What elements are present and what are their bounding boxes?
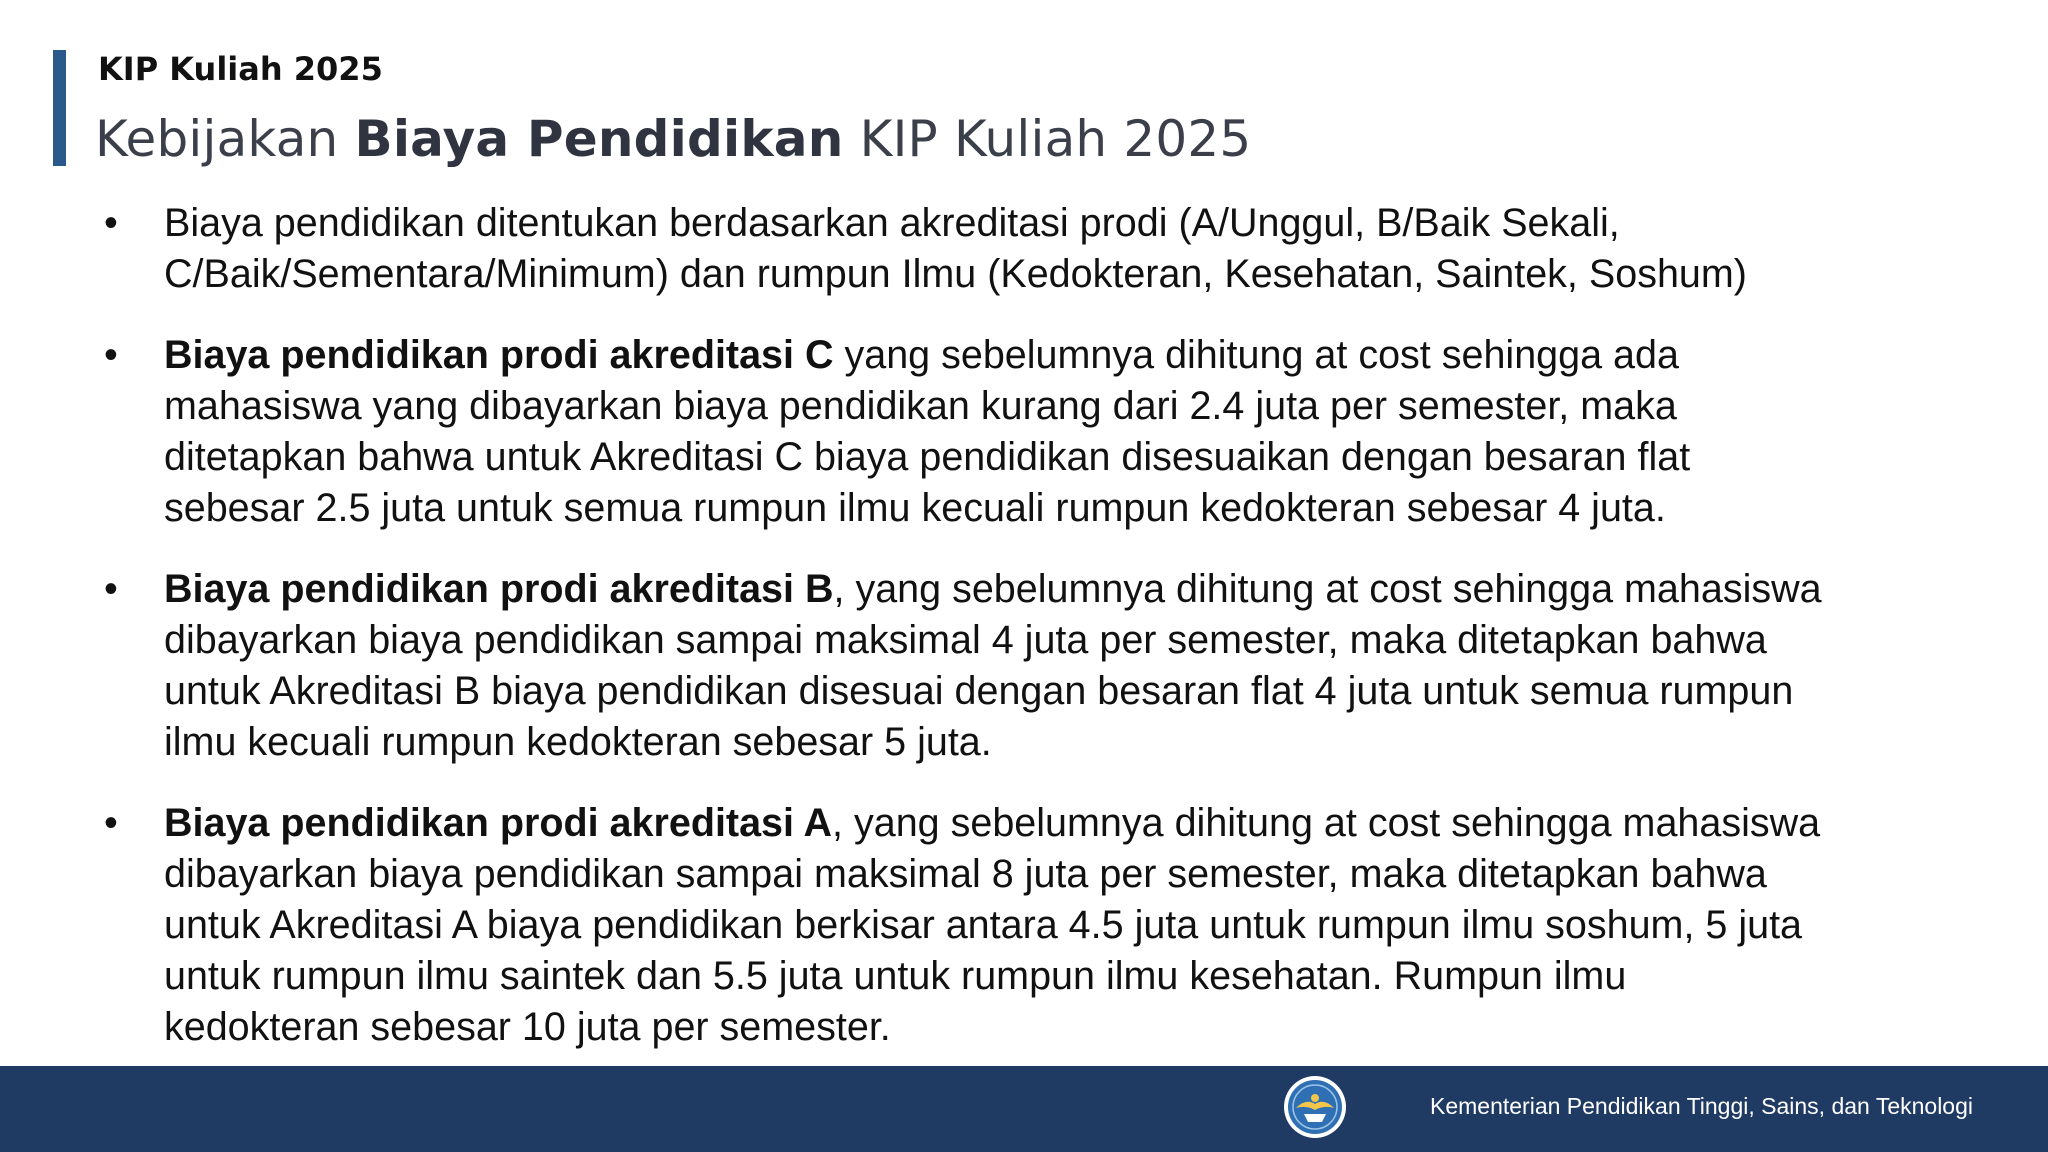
bullet-text: , yang sebelumnya dihitung at cost sehingga mahasiswa [833, 567, 1822, 611]
bullet-dot: • [104, 333, 118, 377]
bullet-item [0, 564, 1964, 768]
footer-ministry-name: Kementerian Pendidikan Tinggi, Sains, dan Teknologi [1430, 1093, 1973, 1119]
bullet-item [0, 330, 1964, 534]
bullet-dot: • [104, 567, 118, 611]
bullet-text: dibayarkan biaya pendidikan sampai maksimal 4 juta per semester, maka ditetapkan bahwa [164, 618, 1767, 662]
bullet-text: mahasiswa yang dibayarkan biaya pendidikan kurang dari 2.4 juta per semester, maka [164, 384, 1677, 428]
bullet-line [164, 951, 1964, 1002]
bullet-line [164, 564, 1964, 615]
bullet-text: kedokteran sebesar 10 juta per semester. [164, 1005, 891, 1049]
bullet-text: untuk rumpun ilmu saintek dan 5.5 juta untuk rumpun ilmu kesehatan. Rumpun ilmu [164, 954, 1627, 998]
bullet-text: yang sebelumnya dihitung at cost sehingga ada [833, 333, 1679, 377]
title-post: KIP Kuliah 2025 [843, 110, 1252, 168]
bullet-line [164, 330, 1964, 381]
slide-kicker: KIP Kuliah 2025 [98, 50, 383, 88]
bullet-item [0, 798, 1964, 1053]
title-accent-bar [53, 50, 66, 166]
bullet-bold-lead: Biaya pendidikan prodi akreditasi C [164, 333, 834, 377]
bullet-list [0, 198, 2048, 1083]
bullet-line [164, 798, 1964, 849]
bullet-line [164, 615, 1964, 666]
bullet-text: sebesar 2.5 juta untuk semua rumpun ilmu kecuali rumpun kedokteran sebesar 4 juta. [164, 486, 1666, 530]
bullet-line [164, 381, 1964, 432]
bullet-item [0, 198, 1964, 300]
bullet-line [164, 1002, 1964, 1053]
bullet-line [164, 666, 1964, 717]
bullet-text: ilmu kecuali rumpun kedokteran sebesar 5 juta. [164, 720, 992, 764]
bullet-line [164, 483, 1964, 534]
bullet-line [164, 198, 1964, 249]
bullet-line [164, 900, 1964, 951]
bullet-dot: • [104, 801, 118, 845]
bullet-bold-lead: Biaya pendidikan prodi akreditasi A [164, 801, 833, 845]
tut-wuri-handayani-emblem-icon [1282, 1074, 1348, 1140]
bullet-text: untuk Akreditasi A biaya pendidikan berkisar antara 4.5 juta untuk rumpun ilmu soshum, 5 juta [164, 903, 1803, 947]
bullet-text: Biaya pendidikan ditentukan berdasarkan akreditasi prodi (A/Unggul, B/Baik Sekali, [164, 201, 1620, 245]
bullet-text: C/Baik/Sementara/Minimum) dan rumpun Ilmu (Kedokteran, Kesehatan, Saintek, Soshum) [164, 252, 1747, 296]
bullet-text: untuk Akreditasi B biaya pendidikan disesuai dengan besaran flat 4 juta untuk semua rumpun [164, 669, 1794, 713]
bullet-text: ditetapkan bahwa untuk Akreditasi C biaya pendidikan disesuaikan dengan besaran flat [164, 435, 1691, 479]
slide-title [95, 110, 1251, 168]
bullet-line [164, 432, 1964, 483]
title-pre: Kebijakan [95, 110, 355, 168]
bullet-dot: • [104, 201, 118, 245]
title-bold: Biaya Pendidikan [354, 110, 844, 168]
bullet-line [164, 717, 1964, 768]
bullet-text: , yang sebelumnya dihitung at cost sehingga mahasiswa [832, 801, 1821, 845]
bullet-text: dibayarkan biaya pendidikan sampai maksimal 8 juta per semester, maka ditetapkan bahwa [164, 852, 1767, 896]
bullet-bold-lead: Biaya pendidikan prodi akreditasi B [164, 567, 834, 611]
bullet-line [164, 249, 1964, 300]
bullet-line [164, 849, 1964, 900]
